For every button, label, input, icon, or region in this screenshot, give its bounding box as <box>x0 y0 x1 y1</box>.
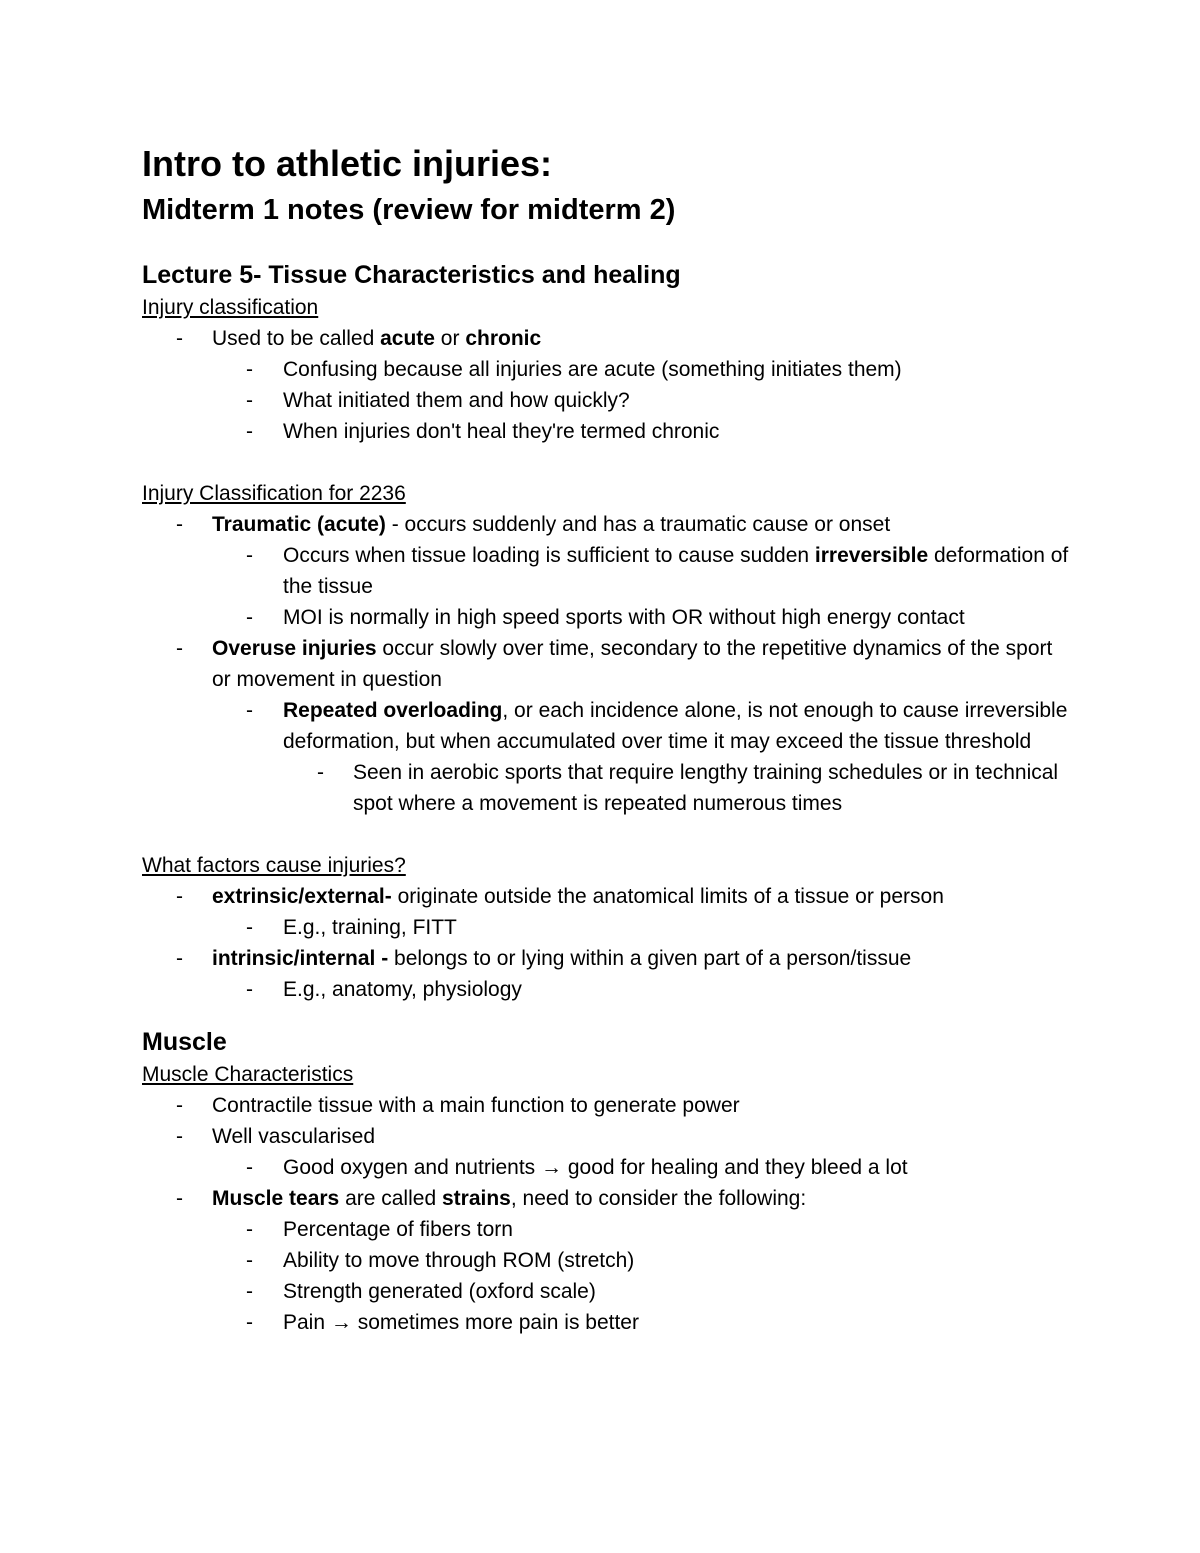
list-item <box>142 323 1072 354</box>
text: Pain → sometimes more pain is better <box>283 1311 639 1334</box>
text: Ability to move through ROM (stretch) <box>283 1249 635 1272</box>
text: deformation of the tissue <box>283 544 1069 598</box>
text: , or each incidence alone, is not enough to cause irreversible deformation, but when accumulated over time it may exceed the tissue threshold <box>283 699 1068 753</box>
text: Contractile tissue with a main function to generate power <box>212 1094 740 1117</box>
list-item <box>142 354 1072 385</box>
bullet-dash: - <box>246 544 253 567</box>
list-item <box>142 912 1072 943</box>
bullet-dash: - <box>246 606 253 629</box>
list-item <box>142 757 1072 819</box>
list-item <box>142 881 1072 912</box>
list-item <box>142 974 1072 1005</box>
bullet-dash: - <box>176 947 183 970</box>
text: MOI is normally in high speed sports with OR without high energy contact <box>283 606 965 629</box>
bullet-dash: - <box>246 1311 253 1334</box>
section-heading-muscle-characteristics: Muscle Characteristics <box>142 1063 354 1086</box>
bullet-dash: - <box>176 1125 183 1148</box>
bullet-dash: - <box>246 699 253 722</box>
bullet-dash: - <box>246 1156 253 1179</box>
bullet-dash: - <box>176 1187 183 1210</box>
text: What initiated them and how quickly? <box>283 389 630 412</box>
list-item <box>142 1276 1072 1307</box>
list-item <box>142 385 1072 416</box>
text: Confusing because all injuries are acute (something initiates them) <box>283 358 902 381</box>
text: or <box>434 327 466 350</box>
text: Strength generated (oxford scale) <box>283 1280 596 1303</box>
list-item <box>142 1183 1072 1214</box>
bullet-dash: - <box>246 916 253 939</box>
bullet-dash: - <box>317 761 324 784</box>
list-item <box>142 633 1072 695</box>
bold-text: Muscle tears <box>212 1187 340 1210</box>
document-title: Intro to athletic injuries: <box>142 143 553 184</box>
text: Percentage of fibers torn <box>283 1218 513 1241</box>
section-heading-injury-classification-2236: Injury Classification for 2236 <box>142 482 406 505</box>
bold-text: Repeated overloading <box>283 699 503 722</box>
text: occur slowly over time, secondary to the repetitive dynamics of the sport or movement in question <box>212 637 1053 691</box>
list-item <box>142 695 1072 757</box>
list-item <box>142 602 1072 633</box>
list-item <box>142 540 1072 602</box>
document-subtitle: Midterm 1 notes (review for midterm 2) <box>142 194 676 226</box>
list-item <box>142 1214 1072 1245</box>
list-item <box>142 1121 1072 1152</box>
list-item <box>142 1245 1072 1276</box>
bullet-dash: - <box>176 1094 183 1117</box>
section-heading-injury-classification: Injury classification <box>142 296 319 319</box>
bullet-dash: - <box>246 420 253 443</box>
list-item <box>142 416 1072 447</box>
section-heading-factors: What factors cause injuries? <box>142 854 406 877</box>
text: originate outside the anatomical limits of a tissue or person <box>391 885 944 908</box>
text: Occurs when tissue loading is sufficient to cause sudden <box>283 544 815 567</box>
text: are called <box>339 1187 442 1210</box>
bold-text: strains <box>441 1187 511 1210</box>
muscle-heading: Muscle <box>142 1028 227 1056</box>
text: Used to be called <box>212 327 381 350</box>
list-item <box>142 1307 1072 1338</box>
text: Seen in aerobic sports that require lengthy training schedules or in technical spot where a movement is repeated numerous times <box>353 761 1059 815</box>
list-item <box>142 943 1072 974</box>
bold-text: Traumatic (acute) <box>212 513 386 536</box>
bold-text: Overuse injuries <box>212 637 377 660</box>
text: Well vascularised <box>212 1125 376 1148</box>
lecture-heading: Lecture 5- Tissue Characteristics and healing <box>142 261 681 289</box>
text: E.g., anatomy, physiology <box>283 978 522 1001</box>
bold-text: chronic <box>465 327 542 350</box>
bold-text: intrinsic/internal - <box>212 947 389 970</box>
document-page <box>142 140 1072 1338</box>
bold-text: extrinsic/external- <box>212 885 392 908</box>
bullet-dash: - <box>176 885 183 908</box>
bullet-dash: - <box>176 327 183 350</box>
bullet-dash: - <box>246 1218 253 1241</box>
bullet-dash: - <box>246 1280 253 1303</box>
text: Good oxygen and nutrients → good for healing and they bleed a lot <box>283 1156 908 1179</box>
bullet-dash: - <box>246 978 253 1001</box>
list-item <box>142 1090 1072 1121</box>
bullet-dash: - <box>176 513 183 536</box>
bullet-dash: - <box>176 637 183 660</box>
bullet-dash: - <box>246 389 253 412</box>
bold-text: irreversible <box>814 544 929 567</box>
text: , need to consider the following: <box>510 1187 807 1210</box>
bullet-dash: - <box>246 1249 253 1272</box>
text: belongs to or lying within a given part of a person/tissue <box>388 947 912 970</box>
text: - occurs suddenly and has a traumatic cause or onset <box>385 513 891 536</box>
text: E.g., training, FITT <box>283 916 457 939</box>
bullet-dash: - <box>246 358 253 381</box>
list-item <box>142 509 1072 540</box>
bold-text: acute <box>380 327 435 350</box>
text: When injuries don't heal they're termed chronic <box>283 420 720 443</box>
list-item <box>142 1152 1072 1183</box>
